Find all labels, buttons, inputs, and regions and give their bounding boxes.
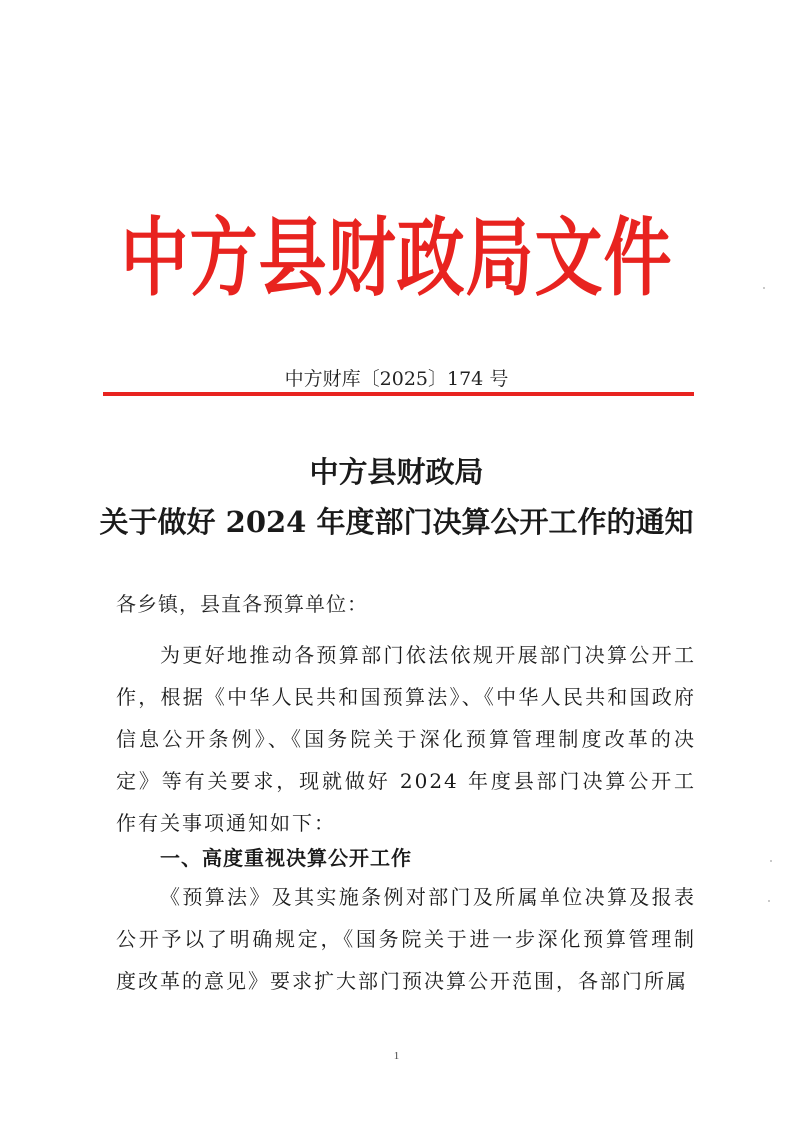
scan-speck [768, 900, 770, 902]
scan-speck [770, 860, 772, 862]
masthead-title: 中方县财政局文件 [120, 208, 673, 309]
section-heading-1: 一、高度重视决算公开工作 [160, 846, 412, 870]
document-title-line-2: 关于做好 2024 年度部门决算公开工作的通知 [99, 505, 694, 539]
page-number: 1 [393, 1050, 400, 1062]
document-number: 中方财库〔2025〕174 号 [284, 368, 509, 390]
red-separator-line [103, 392, 694, 396]
paragraph-section-1: 《预算法》及其实施条例对部门及所属单位决算及报表公开予以了明确规定，《国务院关于进一步深化预算管理制度改革的意见》要求扩大部门预决算公开范围，各部门所属 [116, 885, 696, 993]
scan-speck [763, 287, 765, 289]
salutation: 各乡镇，县直各预算单位： [116, 592, 368, 616]
document-title-line-1: 中方县财政局 [309, 455, 484, 489]
paragraph-intro: 为更好地推动各预算部门依法依规开展部门决算公开工作，根据《中华人民共和国预算法》、《中华人民共和国政府信息公开条例》、《国务院关于深化预算管理制度改革的决定》等有关要求，现就做好 2024 年度县部门决算公开工作有关事项通知如下： [116, 643, 696, 835]
